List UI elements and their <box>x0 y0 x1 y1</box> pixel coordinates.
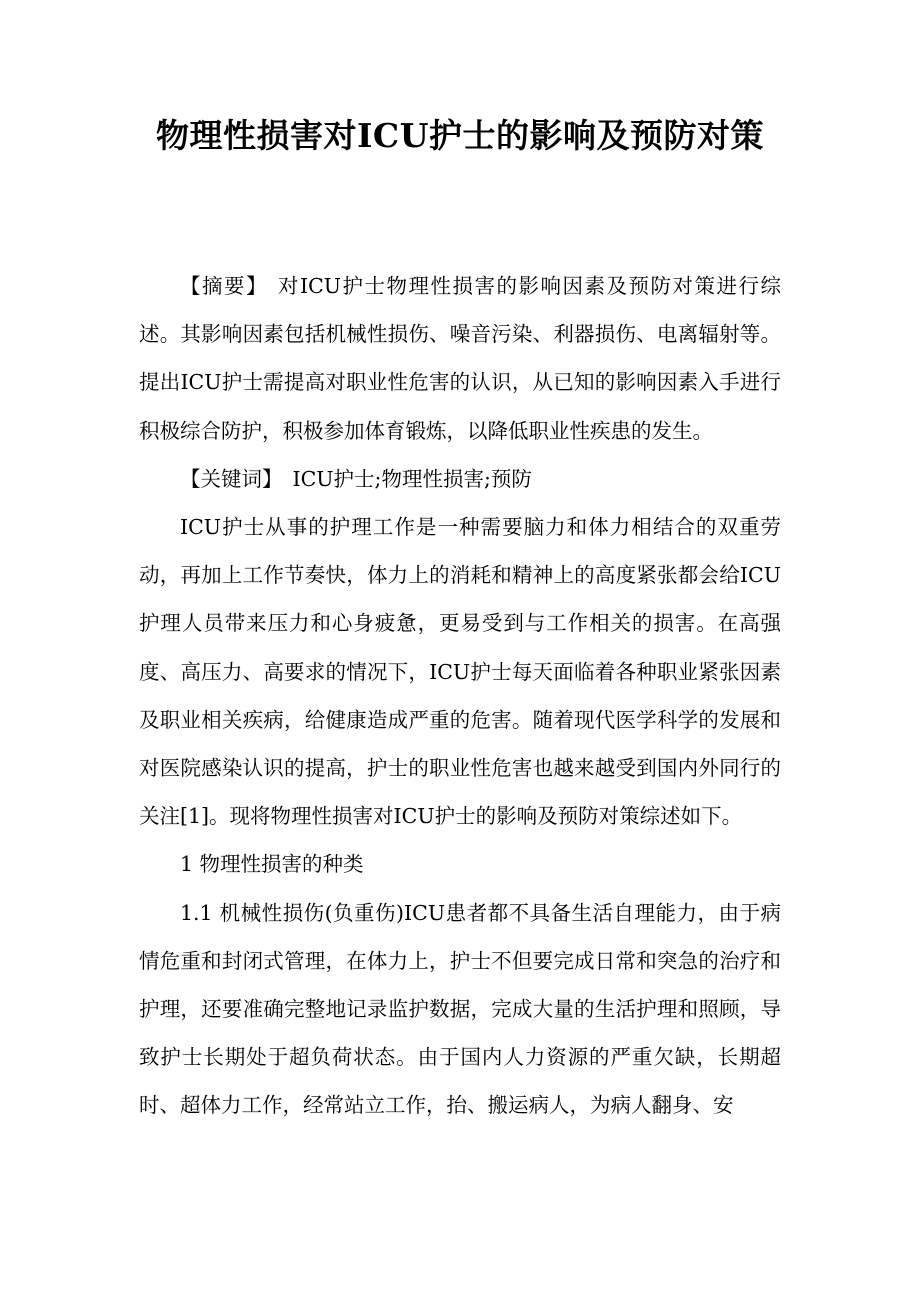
section-heading: 1 物理性损害的种类 <box>180 852 364 877</box>
abstract-label: 【摘要】 <box>180 274 268 298</box>
intro-paragraph: ICU护士从事的护理工作是一种需要脑力和体力相结合的双重劳动，再加上工作节奏快，体力上的消耗和精神上的高度紧张都会给ICU护理人员带来压力和心身疲惫，更易受到与工作相关的损害。在高强度、高压力、高要求的情况下，ICU护士每天面临着各种职业紧张因素及职业相关疾病，给健康造成严重的危害。随着现代医学科学的发展和对医院感染认识的提高，护士的职业性危害也越来越受到国内外同行的关注[1]。现将物理性损害对ICU护士的影响及预防对策综述如下。 <box>139 515 781 829</box>
keywords-label: 【关键词】 <box>180 466 283 491</box>
document-body <box>139 262 781 1130</box>
document-title: 物理性损害对ICU护士的影响及预防对策 <box>156 116 764 155</box>
abstract-text: 对ICU护士物理性损害的影响因素及预防对策进行综述。其影响因素包括机械性损伤、噪音污染、利器损伤、电离辐射等。提出ICU护士需提高对职业性危害的认识，从已知的影响因素入手进行积极综合防护，积极参加体育锻炼，以降低职业性疾患的发生。 <box>139 274 782 443</box>
abstract-paragraph <box>139 262 781 455</box>
subsection-paragraph: 1.1 机械性损伤(负重伤)ICU患者都不具备生活自理能力，由于病情危重和封闭式管理，在体力上，护士不但要完成日常和突急的治疗和护理，还要准确完整地记录监护数据，完成大量的生活护理和照顾，导致护士长期处于超负荷状态。由于国内人力资源的严重欠缺，长期超时、超体力工作，经常站立工作，抬、搬运病人，为病人翻身、安 <box>139 900 781 1118</box>
keywords-paragraph <box>139 455 781 503</box>
keywords-text: ICU护士;物理性损害;预防 <box>292 466 532 491</box>
